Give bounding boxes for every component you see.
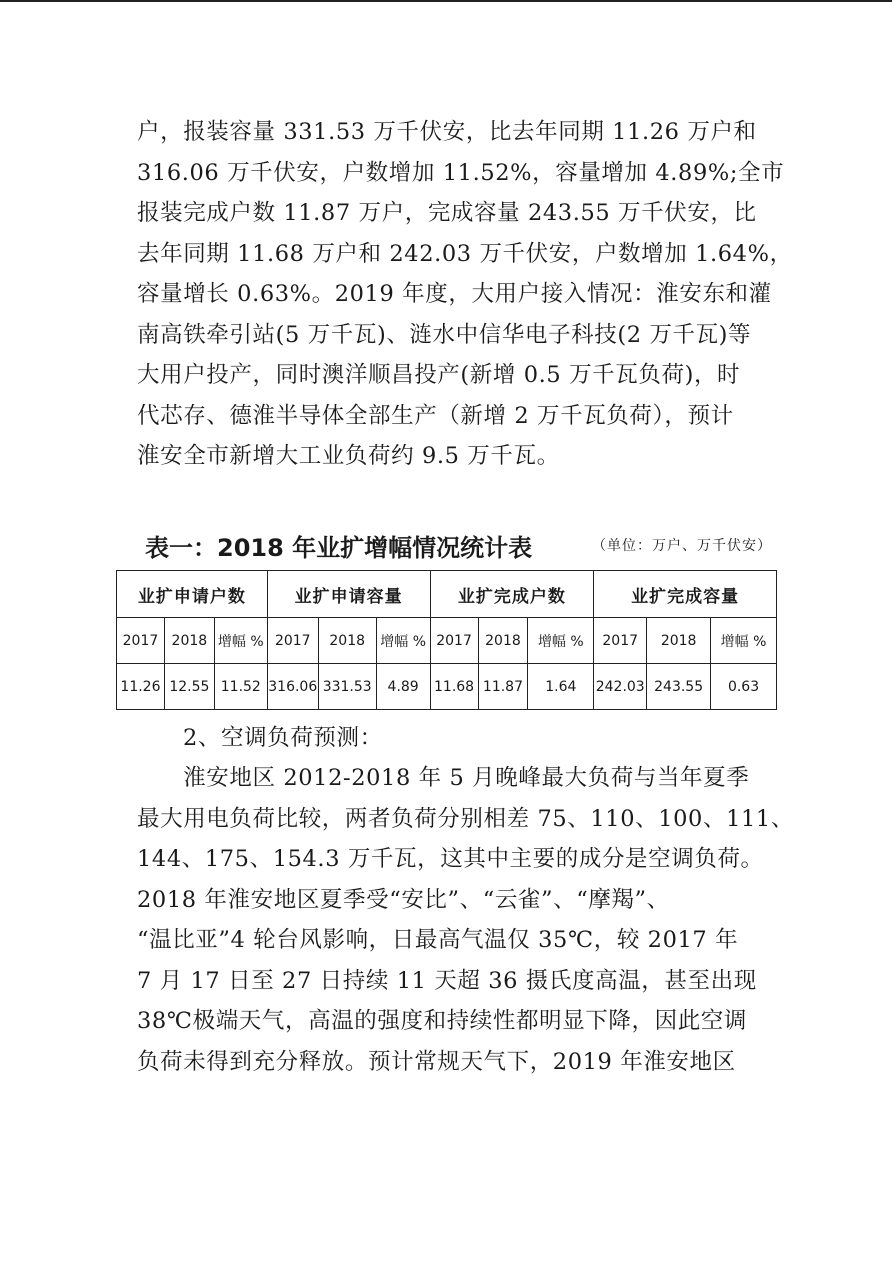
statistics-table — [116, 570, 777, 710]
text-line: 去年同期 11.68 万户和 242.03 万千伏安，户数增加 1.64%， — [137, 240, 793, 267]
text-line: 代芯存、德淮半导体全部生产（新增 2 万千瓦负荷），预计 — [137, 402, 734, 429]
text-line: 报装完成户数 11.87 万户，完成容量 243.55 万千伏安，比 — [137, 200, 757, 226]
text-line: 最大用电负荷比较，两者负荷分别相差 75、110、100、111、 — [137, 805, 794, 832]
group-header: 业扩完成户数 — [430, 571, 594, 618]
table-group-header-row — [117, 571, 777, 618]
table-cell: 11.52 — [214, 664, 267, 710]
text-line: 7 月 17 日至 27 日持续 11 天超 36 摄氏度高温，甚至出现 — [137, 967, 757, 994]
table-cell: 1.64 — [528, 664, 594, 710]
table-cell: 11.87 — [478, 664, 528, 710]
table-cell: 331.53 — [318, 664, 376, 710]
text-line: “温比亚”4 轮台风影响，日最高气温仅 35℃，较 2017 年 — [137, 927, 739, 953]
table-cell: 242.03 — [594, 664, 647, 710]
text-line: 淮安地区 2012-2018 年 5 月晚峰最大负荷与当年夏季 — [137, 765, 750, 791]
subheader-cell: 2018 — [647, 618, 711, 664]
table-cell: 12.55 — [164, 664, 214, 710]
page-top-border — [0, 0, 892, 2]
group-header: 业扩申请容量 — [267, 571, 430, 618]
table-cell: 4.89 — [376, 664, 430, 710]
text-line: 南高铁牵引站(5 万千瓦)、涟水中信华电子科技(2 万千瓦)等 — [137, 321, 752, 348]
text-line: 户，报装容量 331.53 万千伏安，比去年同期 11.26 万户和 — [137, 119, 757, 145]
table-cell: 316.06 — [267, 664, 318, 710]
subheader-cell: 2017 — [267, 618, 318, 664]
table-cell: 243.55 — [647, 664, 711, 710]
text-line: 38℃极端天气，高温的强度和持续性都明显下降，因此空调 — [137, 1008, 748, 1034]
table-caption: 表一：2018 年业扩增幅情况统计表 — [145, 534, 533, 562]
table-unit-note: （单位：万户、万千伏安） — [592, 538, 772, 554]
text-line: 316.06 万千伏安，户数增加 11.52%，容量增加 4.89%;全市 — [137, 159, 785, 186]
text-line: 大用户投产，同时澳洋顺昌投产(新增 0.5 万千瓦负荷)，时 — [137, 362, 741, 388]
subheader-cell: 增幅 % — [528, 618, 594, 664]
text-line: 144、175、154.3 万千瓦，这其中主要的成分是空调负荷。 — [137, 846, 764, 872]
table-cell: 0.63 — [711, 664, 777, 710]
table-subheader-row — [117, 618, 777, 664]
table-cell: 11.68 — [430, 664, 478, 710]
text-line: 2018 年淮安地区夏季受“安比”、“云雀”、“摩羯”、 — [137, 886, 670, 913]
subheader-cell: 2017 — [594, 618, 647, 664]
text-line: 淮安全市新增大工业负荷约 9.5 万千瓦。 — [137, 443, 560, 469]
subheader-cell: 2018 — [478, 618, 528, 664]
group-header: 业扩完成容量 — [594, 571, 777, 618]
paragraph-2 — [137, 758, 794, 1082]
subheader-cell: 增幅 % — [711, 618, 777, 664]
group-header: 业扩申请户数 — [117, 571, 268, 618]
table-cell: 11.26 — [117, 664, 165, 710]
text-line: 容量增长 0.63%。2019 年度，大用户接入情况：淮安东和灌 — [137, 281, 772, 307]
subheader-cell: 增幅 % — [376, 618, 430, 664]
section-heading: 2、空调负荷预测： — [183, 725, 383, 751]
subheader-cell: 2018 — [164, 618, 214, 664]
subheader-cell: 2018 — [318, 618, 376, 664]
subheader-cell: 2017 — [117, 618, 165, 664]
paragraph-1 — [137, 112, 793, 477]
subheader-cell: 增幅 % — [214, 618, 267, 664]
text-line: 负荷未得到充分释放。预计常规天气下，2019 年淮安地区 — [137, 1048, 736, 1075]
subheader-cell: 2017 — [430, 618, 478, 664]
table-row — [117, 664, 777, 710]
